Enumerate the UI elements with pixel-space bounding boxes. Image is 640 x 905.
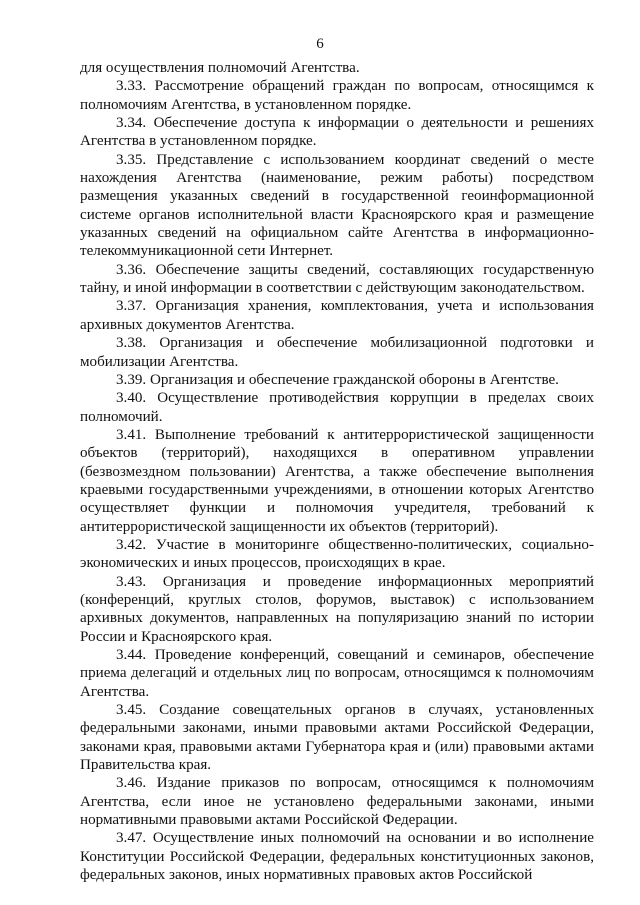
paragraph-3-37: 3.37. Организация хранения, комплектования, учета и использования архивных документов Агентства. (80, 298, 594, 333)
paragraph-3-44: 3.44. Проведение конференций, совещаний и семинаров, обеспечение приема делегаций и отдельных лиц по вопросам, относящимся к полномочиям Агентства. (80, 647, 594, 700)
paragraph-3-45: 3.45. Создание совещательных органов в случаях, установленных федеральными законами, иными правовыми актами Российской Федерации, законами края, правовыми актами Губернатора края и (или) правовыми актами Правительства края. (80, 702, 594, 774)
paragraph-continuation: для осуществления полномочий Агентства. (80, 60, 360, 76)
paragraph-3-42: 3.42. Участие в мониторинге общественно-политических, социально-экономических и иных процессов, происходящих в крае. (80, 536, 594, 572)
paragraph-3-34: 3.34. Обеспечение доступа к информации о деятельности и решениях Агентства в установленном порядке. (80, 115, 594, 150)
paragraph-3-38: 3.38. Организация и обеспечение мобилизационной подготовки и мобилизации Агентства. (80, 335, 594, 370)
paragraph-3-46: 3.46. Издание приказов по вопросам, относящимся к полномочиям Агентства, если иное не установлено федеральными законами, иными нормативными правовыми актами Российской Федерации. (80, 775, 594, 829)
document-body (80, 59, 594, 884)
paragraph-3-40: 3.40. Осуществление противодействия коррупции в пределах своих полномочий. (80, 390, 594, 425)
paragraph-3-39: 3.39. Организация и обеспечение гражданской обороны в Агентстве. (116, 371, 559, 388)
paragraph-3-41: 3.41. Выполнение требований к антитеррористической защищенности объектов (территорий), находящихся в оперативном управлении (безвозмездном пользовании) Агентства, а также обеспечение выполнения краевыми государственными учреждениями, в отношении которых Агентство осуществляет функции и полномочия учредителя, требований к антитеррористической защищенности их объектов (территорий). (80, 426, 594, 535)
paragraph-3-35: 3.35. Представление с использованием координат сведений о месте нахождения Агентства (наименование, режим работы) посредством размещения указанных сведений в государственной геоинформационной системе органов исполнительной власти Красноярского края и размещение указанных сведений на официальном сайте Агентства в информационно-телекоммуникационной сети Интернет. (80, 151, 594, 260)
paragraph-3-43: 3.43. Организация и проведение информационных мероприятий (конференций, круглых столов, форумов, выставок) с использованием архивных документов, направленных на популяризацию знаний по истории России и Красноярского края. (80, 573, 594, 645)
paragraph-3-33: 3.33. Рассмотрение обращений граждан по вопросам, относящимся к полномочиям Агентства, в установленном порядке. (80, 78, 594, 113)
paragraph-3-36: 3.36. Обеспечение защиты сведений, составляющих государственную тайну, и иной информации в соответствии с действующим законодательством. (80, 261, 594, 297)
page-number: 6 (316, 36, 324, 52)
paragraph-3-47: 3.47. Осуществление иных полномочий на основании и во исполнение Конституции Российской Федерации, федеральных конституционных законов, федеральных законов, иных нормативных правовых актов Российской (80, 830, 594, 884)
